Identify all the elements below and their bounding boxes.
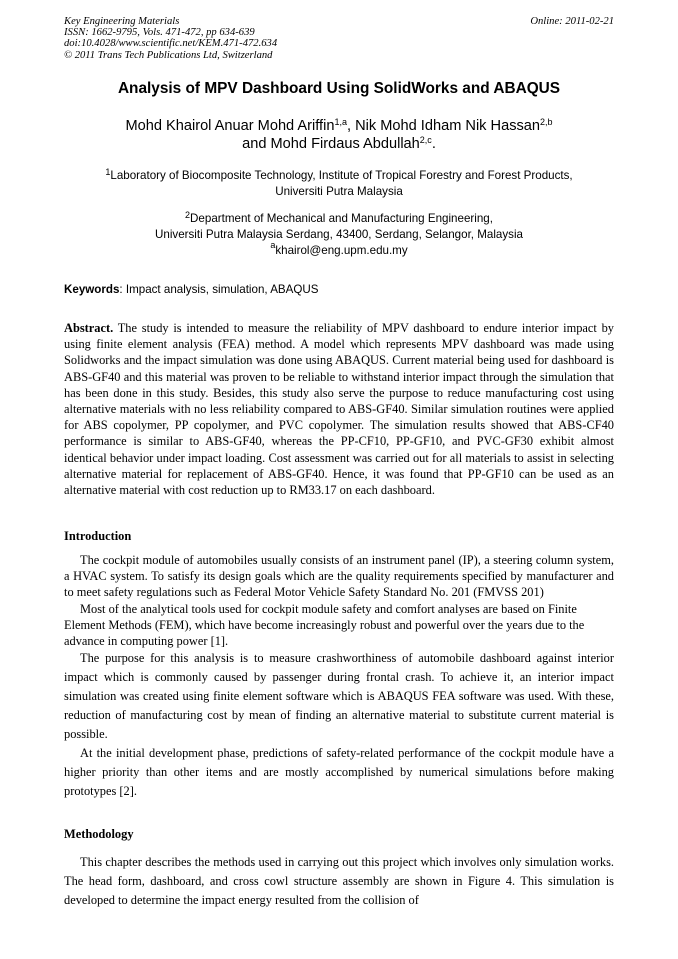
- author-1: Mohd Khairol Anuar Mohd Ariffin: [125, 118, 335, 134]
- introduction-paragraph-3: The purpose for this analysis is to measure crashworthiness of automobile dashboard against interior impact which is commonly caused by passenger during frontal crash. To achieve it, an interior impact simulation was created using finite element software which is ABAQUS FEA software was used. With these, reduction of manufacturing cost by mean of finding an alternative material to substitute current material is possible.: [64, 651, 614, 742]
- author-3: Mohd Firdaus Abdullah: [270, 136, 420, 152]
- affiliation-2-line-2: Universiti Putra Malaysia Serdang, 43400, Serdang, Selangor, Malaysia: [155, 228, 523, 241]
- keywords-label: Keywords: [64, 283, 120, 296]
- abstract-text: The study is intended to measure the reliability of MPV dashboard to endure interior impact by using finite element analysis (FEA) method. A model which represents MPV dashboard was made using Solidworks and the impact simulation was done using ABAQUS. Current material being used for dashboard is ABS-GF40 and this material was proven to be reliable to withstand interior impact through the simulation that has been done in this study. Besides, this study also serve the purpose to reduce manufacturing cost using alternative materials with no less reliability compared to ABS-GF40. Similar simulation routines were applied for ABS copolymer, PP copolymer, and PVC copolymer. The simulation results showed that ABS-CF40 performance is similar to ABS-GF40, whereas the PP-CF10, PP-GF10, and PVC-GF30 exhibit almost identical behavior under impact loading. Cost assessment was carried out for all materials to assist in selecting alternative material for replacement of ABS-GF40. Hence, it was found that PP-GF10 can be used as an alternative material with cost reduction up to RM33.17 on each dashboard.: [64, 321, 614, 498]
- introduction-body: [64, 552, 614, 801]
- author-line-1: [40, 117, 638, 135]
- online-date: Online: 2011-02-21: [530, 16, 614, 27]
- author-separator: ,: [346, 118, 356, 134]
- methodology-paragraph-1: This chapter describes the methods used in carrying out this project which involves only simulation works. The head form, dashboard, and cross cowl structure assembly are shown in Figure 4. This simulation is developed to determine the impact energy resulted from the collision of: [64, 855, 614, 907]
- email-address: khairol@eng.upm.edu.my: [275, 244, 408, 257]
- doi-line: doi:10.4028/www.scientific.net/KEM.471-472.634: [64, 38, 278, 50]
- affiliation-2: [40, 211, 638, 243]
- keywords: [64, 283, 614, 296]
- abstract-label: Abstract.: [64, 321, 114, 335]
- author-email: [40, 240, 638, 257]
- author-and: and: [242, 136, 271, 152]
- author-1-sup: 1,a: [334, 117, 347, 127]
- affiliation-1-text-1: Laboratory of Biocomposite Technology, Institute of Tropical Forestry and Forest Products,: [110, 169, 573, 182]
- affiliation-1: [40, 168, 638, 200]
- methodology-body: [64, 853, 614, 910]
- methodology-heading: Methodology: [64, 827, 134, 841]
- author-2: Nik Mohd Idham Nik Hassan: [355, 118, 541, 134]
- affiliation-1-sup: 1: [105, 167, 111, 177]
- introduction-paragraph-1: The cockpit module of automobiles usually consists of an instrument panel (IP), a steering column system, a HVAC system. To satisfy its design goals which are the quality requirements specified by manufacturer and to meet safety regulations such as Federal Motor Vehicle Safety Standard No. 201 (FMVSS 201): [64, 553, 614, 600]
- affiliation-2-text-1: Department of Mechanical and Manufacturing Engineering,: [190, 212, 493, 225]
- issn-line: ISSN: 1662-9795, Vols. 471-472, pp 634-639: [64, 27, 255, 39]
- journal-name: Key Engineering Materials: [64, 16, 180, 27]
- keywords-text: : Impact analysis, simulation, ABAQUS: [119, 283, 319, 296]
- affiliation-1-line-2: Universiti Putra Malaysia: [275, 185, 403, 198]
- affiliation-1-line-1: [40, 168, 638, 184]
- author-line-2: [40, 135, 638, 153]
- author-end: .: [431, 136, 436, 152]
- introduction-paragraph-4: At the initial development phase, predictions of safety-related performance of the cockpit module have a higher priority than other items and are mostly accomplished by numerical simulations before making prototypes [2].: [64, 746, 614, 799]
- affiliation-2-sup: 2: [185, 210, 191, 220]
- affiliation-2-line-1: [40, 211, 638, 227]
- author-list: [40, 117, 638, 153]
- introduction-heading: Introduction: [64, 529, 132, 543]
- abstract: [64, 320, 614, 498]
- paper-title: Analysis of MPV Dashboard Using SolidWorks and ABAQUS: [117, 80, 561, 97]
- author-3-sup: 2,c: [419, 135, 432, 145]
- introduction-paragraph-2: Most of the analytical tools used for cockpit module safety and comfort analyses are based on Finite Element Methods (FEM), which have become increasingly robust and powerful over the years due to the advance in computing power [1].: [64, 601, 585, 649]
- email-sup: a: [270, 240, 276, 250]
- author-2-sup: 2,b: [540, 117, 553, 127]
- copyright-line: © 2011 Trans Tech Publications Ltd, Switzerland: [64, 49, 273, 61]
